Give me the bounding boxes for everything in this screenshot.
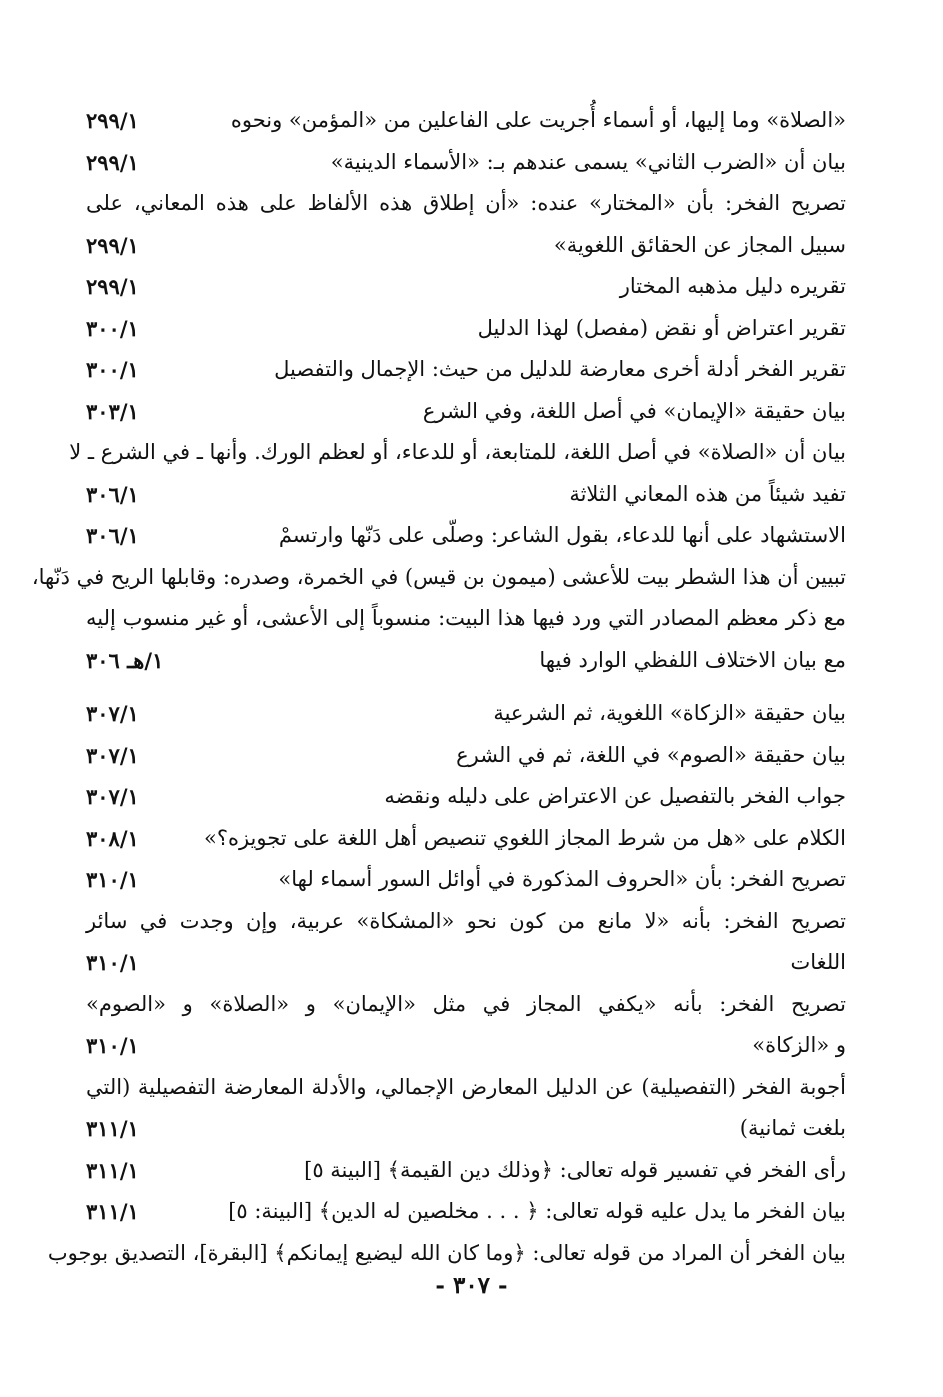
page-reference: ٣١١/١ [86, 1157, 139, 1183]
page-reference: ٢٩٩/١ [86, 232, 139, 258]
entry-line [86, 474, 846, 516]
index-entry [69, 432, 846, 515]
entry-text: بلغت ثمانية) [739, 1116, 846, 1140]
index-entry [86, 859, 846, 901]
entry-line [86, 901, 846, 943]
entry-line [86, 142, 846, 184]
entry-line [86, 984, 846, 1026]
entry-text: مع بيان الاختلاف اللفظي الوارد فيها [539, 647, 846, 672]
index-entry [86, 735, 846, 777]
entry-line [86, 100, 846, 142]
entry-line [86, 515, 846, 557]
entry-text: «الصلاة» وما إليها، أو أسماء أُجريت على الفاعلين من «المؤمن» ونحوه [230, 108, 846, 132]
page-reference: ١/هـ ٣٠٦ [86, 647, 164, 673]
entry-line [86, 735, 846, 777]
entry-text: تصريح الفخر: بأنه «يكفي المجاز في مثل «الإيمان» و «الصلاة» و «الصوم» [86, 991, 846, 1016]
page-reference: ٣٠٠/١ [86, 315, 139, 341]
entry-text: بيان حقيقة «الإيمان» في أصل اللغة، وفي الشرع [422, 398, 846, 423]
index-entry [86, 901, 846, 984]
index-entry [86, 142, 846, 184]
page-reference: ٢٩٩/١ [86, 108, 139, 133]
index-entry [86, 818, 846, 860]
entry-line [86, 859, 846, 901]
index-entry [86, 266, 846, 308]
entry-line [69, 432, 846, 474]
entry-text: بيان أن «الضرب الثاني» يسمى عندهم بـ: «الأسماء الدينية» [330, 149, 846, 174]
page-reference: ٣١٠/١ [86, 1033, 139, 1058]
entry-line [86, 776, 846, 818]
entry-line [86, 266, 846, 308]
entry-line [86, 183, 846, 225]
entry-text: بيان الفخر أن المراد من قوله تعالى: ﴿وما كان الله ليضيع إيمانكم﴾ [البقرة]، التصديق بوجوب [47, 1240, 846, 1265]
entry-text: الكلام على «هل من شرط المجاز اللغوي تنصيص أهل اللغة على تجويزه؟» [203, 825, 846, 850]
index-entry [86, 1067, 846, 1150]
index-entry [86, 1150, 846, 1192]
index-entry [86, 391, 846, 433]
entry-line [86, 308, 846, 350]
index-entry [86, 693, 846, 735]
index-entry [86, 183, 846, 266]
entry-text: تصريح الفخر: بأن «المختار» عنده: «أن إطلاق هذه الألفاظ على هذه المعاني، على [86, 191, 846, 215]
entry-text: الاستشهاد على أنها للدعاء، بقول الشاعر: وصلّى على دَنّها وارتسمْ [278, 523, 846, 547]
entry-line [86, 1150, 846, 1192]
page-reference: ٢٩٩/١ [86, 274, 139, 299]
entry-line [31, 557, 846, 599]
entry-line [86, 349, 846, 391]
page-reference: ٣١٠/١ [86, 950, 139, 975]
entry-line [86, 1025, 846, 1067]
page-reference: ٣٠٨/١ [86, 825, 139, 851]
page-reference: ٣١١/١ [86, 1116, 139, 1141]
entry-line [47, 1233, 846, 1275]
page-reference: ٣٠٣/١ [86, 398, 139, 424]
page-number: - ٣٠٧ - [435, 1272, 508, 1299]
entry-text: سبيل المجاز عن الحقائق اللغوية» [553, 232, 846, 257]
entry-text: مع ذكر معظم المصادر التي ورد فيها هذا البيت: منسوباً إلى الأعشى، أو غير منسوب إليه [86, 606, 846, 630]
page-reference: ٣٠٦/١ [86, 523, 139, 548]
entry-text: تقريره دليل مذهبه المختار [619, 274, 846, 298]
entry-text: بيان حقيقة «الزكاة» اللغوية، ثم الشرعية [493, 701, 846, 725]
page-reference: ٣٠٠/١ [86, 357, 139, 382]
entry-line [86, 225, 846, 267]
entry-text: تقرير اعتراض أو نقض (مفصل) لهذا الدليل [477, 315, 846, 340]
index-entry [86, 308, 846, 350]
entry-text: بيان الفخر ما يدل عليه قوله تعالى: ﴿ . . . مخلصين له الدين﴾ [البينة: ٥] [228, 1199, 846, 1223]
index-entry [31, 557, 846, 682]
entry-line [86, 942, 846, 984]
spacer [86, 681, 846, 693]
page-reference: ٣٠٧/١ [86, 784, 139, 809]
index-entry [86, 776, 846, 818]
entry-text: تصريح الفخر: بأنه «لا مانع من كون نحو «المشكاة» عربية، وإن وجدت في سائر [86, 908, 846, 933]
index-page [31, 100, 846, 1274]
page-reference: ٢٩٩/١ [86, 149, 139, 175]
entry-text: جواب الفخر بالتفصيل عن الاعتراض على دليله ونقضه [384, 784, 846, 808]
index-entry [86, 349, 846, 391]
index-entry [86, 100, 846, 142]
index-entry [86, 515, 846, 557]
entry-text: تفيد شيئاً من هذه المعاني الثلاثة [569, 481, 846, 506]
entry-text: تصريح الفخر: بأن «الحروف المذكورة في أوائل السور أسماء لها» [278, 867, 846, 891]
page-reference: ٣١٠/١ [86, 867, 139, 892]
page-reference: ٣٠٦/١ [86, 481, 139, 507]
index-entry [86, 984, 846, 1067]
entry-line [86, 1067, 846, 1109]
entry-text: تقرير الفخر أدلة أخرى معارضة للدليل من حيث: الإجمال والتفصيل [274, 357, 846, 381]
page-reference: ٣٠٧/١ [86, 742, 139, 768]
entry-line [86, 818, 846, 860]
entry-line [86, 598, 846, 640]
entry-text: بيان حقيقة «الصوم» في اللغة، ثم في الشرع [456, 742, 846, 767]
page-reference: ٣٠٧/١ [86, 701, 139, 726]
entry-text: تبيين أن هذا الشطر بيت للأعشى (ميمون بن قيس) في الخمرة، وصدره: وقابلها الريح في دَنّها، [31, 564, 846, 589]
index-entry [47, 1233, 846, 1275]
entry-line [86, 640, 846, 682]
index-entry [86, 1191, 846, 1233]
entry-line [86, 391, 846, 433]
entry-text: اللغات [790, 950, 846, 974]
entry-line [86, 1108, 846, 1150]
entry-line [86, 693, 846, 735]
entry-text: أجوبة الفخر (التفصيلية) عن الدليل المعارض الإجمالي، والأدلة المعارضة التفصيلية (التي [86, 1074, 846, 1099]
entry-text: بيان أن «الصلاة» في أصل اللغة، للمتابعة، أو للدعاء، أو لعظم الورك. وأنها ـ في الشرع ـ لا [69, 440, 846, 464]
entry-text: و «الزكاة» [752, 1033, 846, 1057]
entry-line [86, 1191, 846, 1233]
page-reference: ٣١١/١ [86, 1199, 139, 1224]
entry-text: رأى الفخر في تفسير قوله تعالى: ﴿وذلك دين القيمة﴾ [البينة ٥] [304, 1157, 846, 1182]
